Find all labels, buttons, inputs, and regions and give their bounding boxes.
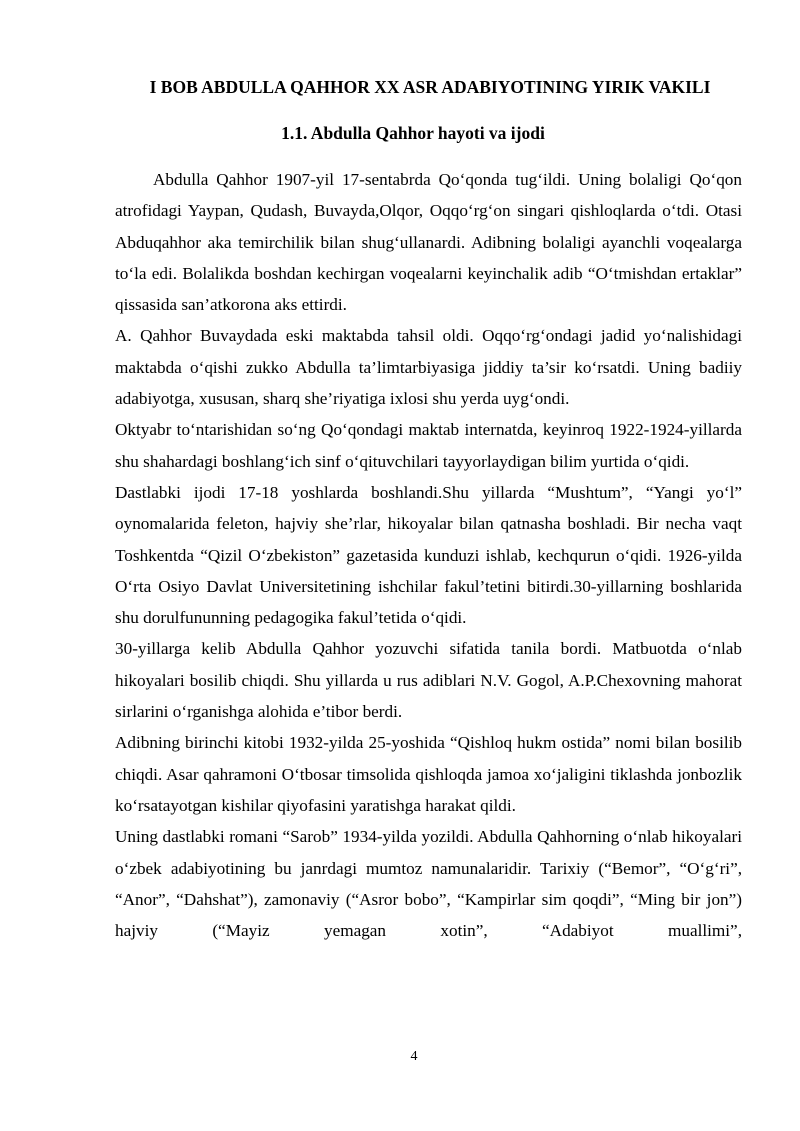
paragraph: Dastlabki ijodi 17-18 yoshlarda boshlandi.Shu yillarda “Mushtum”, “Yangi yo‘l” oynomalarida feleton, hajviy she’rlar, hikoyalar bilan qatnasha boshladi. Bir necha vaqt Toshkentda “Qizil O‘zbekiston” gazetasida kunduzi ishlab, kechqurun o‘qidi. 1926-yilda O‘rta Osiyo Davlat Universitetining ishchilar fakul’tetini bitirdi.30-yillarning boshlarida shu dorulfununning pedagogika fakul’tetida o‘qidi. <box>115 482 742 628</box>
chapter-title: I BOB ABDULLA QAHHOR XX ASR ADABIYOTINING YIRIK VAKILI <box>149 77 711 97</box>
paragraph: Abdulla Qahhor 1907-yil 17-sentabrda Qo‘qonda tug‘ildi. Uning bolaligi Qo‘qon atrofidagi Yaypan, Qudash, Buvayda,Olqor, Oqqo‘rg‘on singari qishloqlarda o‘tdi. Otasi Abduqahhor aka temirchilik bilan shug‘ullanardi. Adibning bolaligi ayanchli voqealarga to‘la edi. Bolalikda boshdan kechirgan voqealarni keyinchalik adib “O‘tmishdan ertaklar” qissasida san’atkorona aks ettirdi. <box>115 170 742 315</box>
paragraph: Adibning birinchi kitobi 1932-yilda 25-yoshida “Qishloq hukm ostida” nomi bilan bosilib chiqdi. Asar qahramoni O‘tbosar timsolida qishloqda jamoa xo‘jaligini tiklashda jonbozlik ko‘rsatayotgan kishilar qiyofasini yaratishga harakat qildi. <box>115 733 742 815</box>
page-number: 4 <box>410 1049 418 1064</box>
section-title: 1.1. Abdulla Qahhor hayoti va ijodi <box>281 123 545 143</box>
paragraph: Oktyabr to‘ntarishidan so‘ng Qo‘qondagi maktab internatda, keyinroq 1922-1924-yillarda shu shahardagi boshlang‘ich sinf o‘qituvchilari tayyorlaydigan bilim yurtida o‘qidi. <box>115 420 742 471</box>
body-text <box>115 164 742 946</box>
paragraph: Uning dastlabki romani “Sarob” 1934-yilda yozildi. Abdulla Qahhorning o‘nlab hikoyalari o‘zbek adabiyotining bu janrdagi mumtoz namunalaridir. Tarixiy (“Bemor”, “O‘g‘ri”, “Anor”, “Dahshat”), zamonaviy (“Asror bobo”, “Kampirlar sim qoqdi”, “Ming bir jon”) hajviy (“Mayiz yemagan xotin”, “Adabiyot muallimi”, <box>115 827 742 941</box>
paragraph: A. Qahhor Buvaydada eski maktabda tahsil oldi. Oqqo‘rg‘ondagi jadid yo‘nalishidagi maktabda o‘qishi zukko Abdulla ta’limtarbiyasiga jiddiy ta’sir ko‘rsatdi. Uning badiiy adabiyotga, xususan, sharq she’riyatiga ixlosi shu yerda uyg‘ondi. <box>115 326 742 409</box>
paragraph: 30-yillarga kelib Abdulla Qahhor yozuvchi sifatida tanila bordi. Matbuotda o‘nlab hikoyalari bosilib chiqdi. Shu yillarda u rus adiblari N.V. Gogol, A.P.Chexovning mahorat sirlarini o‘rganishga alohida e’tibor berdi. <box>115 639 742 722</box>
